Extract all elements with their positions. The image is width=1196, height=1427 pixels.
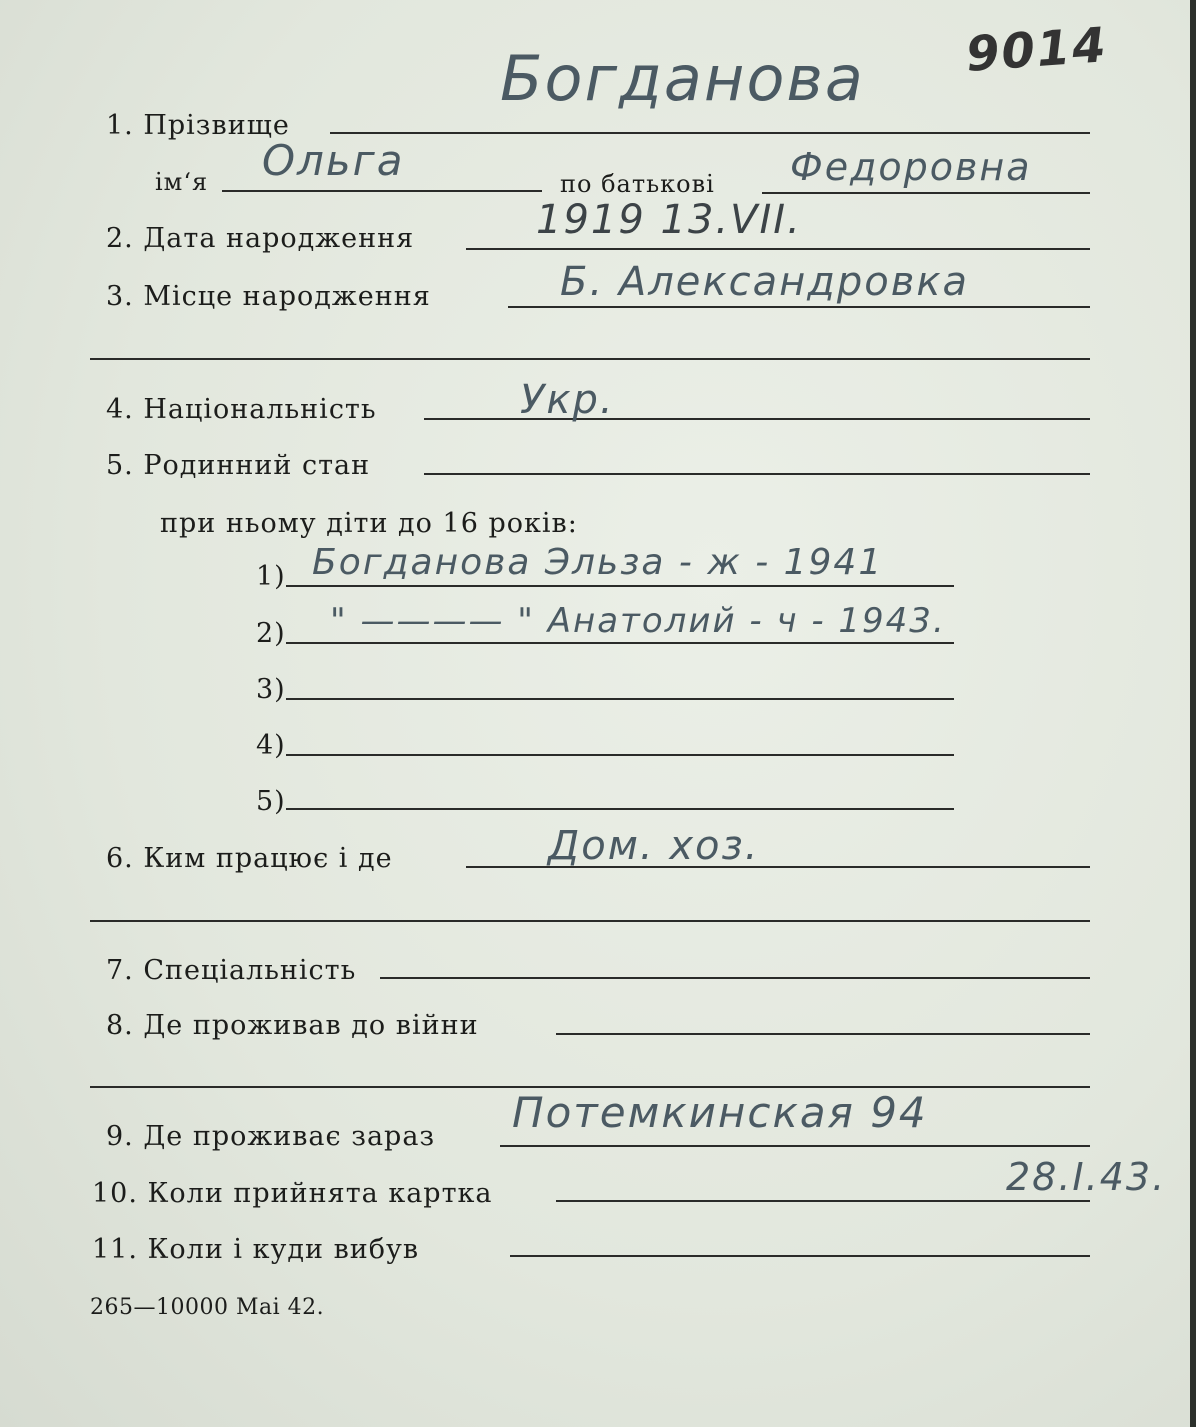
birth-date-label: 2. Дата народження [106,223,415,254]
current-address-line [500,1145,1090,1147]
child-3-number: 3) [256,674,286,705]
card-date-label: 10. Коли прийнята картка [92,1178,493,1209]
child-1-number: 1) [256,561,286,592]
name-value: Ольга [262,136,405,185]
surname-label: 1. Прізвище [106,110,290,141]
birth-place-line-2 [90,358,1090,360]
departure-line [510,1255,1090,1257]
marital-label: 5. Родинний стан [106,450,371,481]
child-5-line [286,808,954,810]
specialty-line [380,977,1090,979]
child-2-number: 2) [256,618,286,649]
child-1-value: Богданова Эльза - ж - 1941 [312,542,884,583]
birth-date-value: 1919 13.VII. [536,197,802,243]
nationality-value: Укр. [520,377,615,423]
child-2-value: " ———— " Анатолий - ч - 1943. [330,601,946,641]
birth-place-line [508,306,1090,308]
child-4-number: 4) [256,730,286,761]
card-date-line [556,1200,1090,1202]
surname-value: Богданова [500,42,865,115]
nationality-label: 4. Національність [106,394,377,425]
surname-line [330,132,1090,134]
prewar-line [556,1033,1090,1035]
name-label: ім‘я [155,168,209,196]
work-value: Дом. хоз. [548,823,760,869]
marital-line [424,473,1090,475]
name-line [222,190,542,192]
birth-place-label: 3. Місце народження [106,281,431,312]
archive-number: 9014 [964,17,1110,83]
patronymic-label: по батькові [560,170,715,198]
departure-label: 11. Коли і куди вибув [92,1234,420,1265]
specialty-label: 7. Спеціальність [106,955,357,986]
current-address-value: Потемкинская 94 [512,1088,928,1137]
patronymic-value: Федоровна [790,145,1032,189]
children-label: при ньому діти до 16 років: [160,508,578,539]
birth-place-value: Б. Александровка [560,259,969,305]
card-date-value: 28.I.43. [1006,1155,1167,1199]
child-5-number: 5) [256,786,286,817]
work-label: 6. Ким працює і де [106,843,393,874]
patronymic-line [762,192,1090,194]
child-3-line [286,698,954,700]
print-footer: 265—10000 Mai 42. [90,1295,325,1320]
birth-date-line [466,248,1090,250]
prewar-label: 8. Де проживав до війни [106,1010,479,1041]
child-4-line [286,754,954,756]
current-address-label: 9. Де проживає зараз [106,1121,436,1152]
work-line-2 [90,920,1090,922]
child-1-line [286,585,954,587]
child-2-line [286,642,954,644]
